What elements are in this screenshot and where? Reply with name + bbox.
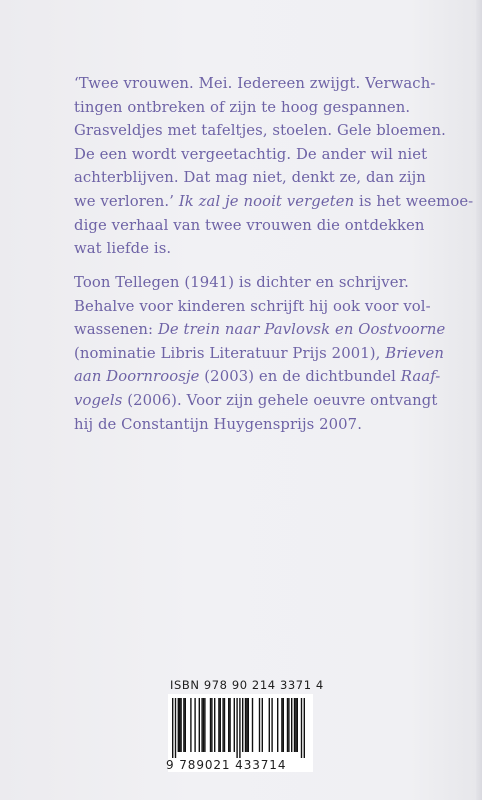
- barcode-bar: [203, 698, 204, 752]
- barcode-bar: [271, 698, 272, 752]
- barcode-bar: [190, 698, 191, 752]
- cover-edge: [476, 0, 482, 800]
- barcode-bar: [287, 698, 288, 752]
- barcode-bar: [297, 698, 298, 752]
- barcode-guard-bar: [304, 698, 305, 758]
- barcode-bar: [269, 698, 270, 752]
- barcode-bar: [201, 698, 202, 752]
- barcode-bar: [248, 698, 249, 752]
- bio-text: (nominatie Libris Literatuur Prijs 2001),: [74, 344, 386, 362]
- barcode-guard-bar: [239, 698, 240, 758]
- barcode-bars: [172, 698, 309, 758]
- bio-line: [74, 342, 474, 366]
- barcode-bar: [220, 698, 221, 752]
- barcode-bar: [288, 698, 289, 752]
- bio-line: [74, 318, 474, 342]
- bio-text: (2003) en de dichtbundel: [199, 368, 401, 386]
- barcode-bar: [185, 698, 186, 752]
- work-title: vogels: [74, 391, 123, 409]
- blurb-line: [74, 190, 474, 214]
- work-title: Raaf-: [400, 368, 441, 386]
- barcode-bar: [214, 698, 215, 752]
- barcode-bar: [259, 698, 260, 752]
- barcode-guard-bar: [301, 698, 302, 758]
- barcode-bar: [222, 698, 223, 752]
- barcode-bar: [246, 698, 247, 752]
- barcode-guard-bar: [175, 698, 176, 758]
- barcode-bar: [179, 698, 180, 752]
- work-title: Brieven: [385, 344, 445, 362]
- barcode-bar: [218, 698, 219, 752]
- barcode-bar: [183, 698, 184, 752]
- barcode-bar: [199, 698, 200, 752]
- bio-line: [74, 389, 474, 413]
- barcode-bar: [228, 698, 229, 752]
- book-title: Ik zal je nooit vergeten: [178, 192, 355, 210]
- blurb-line: achterblijven. Dat mag niet, denkt ze, dan zijn: [74, 169, 426, 187]
- barcode-bar: [281, 698, 282, 752]
- barcode-bar: [180, 698, 181, 752]
- blurb-line: De een wordt vergeetachtig. De ander wil niet: [74, 145, 428, 163]
- author-bio-paragraph: [74, 271, 474, 436]
- bio-line: Behalve voor kinderen schrijft hij ook voor vol-: [74, 297, 431, 315]
- blurb-text: is het weemoe-: [354, 192, 474, 210]
- barcode-bar: [229, 698, 230, 752]
- barcode-bar: [291, 698, 292, 752]
- barcode-bar: [277, 698, 278, 752]
- barcode-bar: [178, 698, 179, 752]
- barcode-bar: [252, 698, 253, 752]
- barcode-bar: [295, 698, 296, 752]
- blurb-line: Grasveldjes met tafeltjes, stoelen. Gele bloemen.: [74, 122, 446, 140]
- bio-line: [74, 365, 474, 389]
- barcode-bar: [204, 698, 205, 752]
- blurb-line: dige verhaal van twee vrouwen die ontdekken: [74, 216, 425, 234]
- bio-line: hij de Constantijn Huygensprijs 2007.: [74, 415, 363, 433]
- barcode-bar: [283, 698, 284, 752]
- bio-line: Toon Tellegen (1941) is dichter en schrijver.: [74, 274, 409, 291]
- blurb-line: tingen ontbreken of zijn te hoog gespannen.: [74, 98, 411, 116]
- barcode-bar: [245, 698, 246, 752]
- work-title: aan Doornroosje: [74, 368, 200, 386]
- isbn-label: ISBN 978 90 214 3371 4: [170, 678, 324, 692]
- bio-text: (2006). Voor zijn gehele oeuvre ontvangt: [122, 391, 438, 409]
- barcode-bar: [294, 698, 295, 752]
- barcode-bar: [262, 698, 263, 752]
- barcode-guard-bar: [172, 698, 173, 758]
- blurb-line: wat liefde is.: [74, 240, 172, 258]
- blurb-text: we verloren.’: [74, 192, 179, 210]
- barcode-bar: [242, 698, 243, 752]
- blurb-line: ‘Twee vrouwen. Mei. Iedereen zwijgt. Verwach-: [74, 75, 436, 92]
- barcode-guard-bar: [236, 698, 237, 758]
- barcode-digits: 9 789021 433714: [166, 758, 287, 772]
- blurb-paragraph: [74, 72, 474, 261]
- bio-text: wassenen:: [74, 321, 158, 339]
- barcode-bar: [224, 698, 225, 752]
- barcode-bar: [210, 698, 211, 752]
- work-title: De trein naar Pavlovsk en Oostvoorne: [157, 321, 446, 339]
- barcode-bar: [211, 698, 212, 752]
- barcode-bar: [194, 698, 195, 752]
- barcode-bar: [234, 698, 235, 752]
